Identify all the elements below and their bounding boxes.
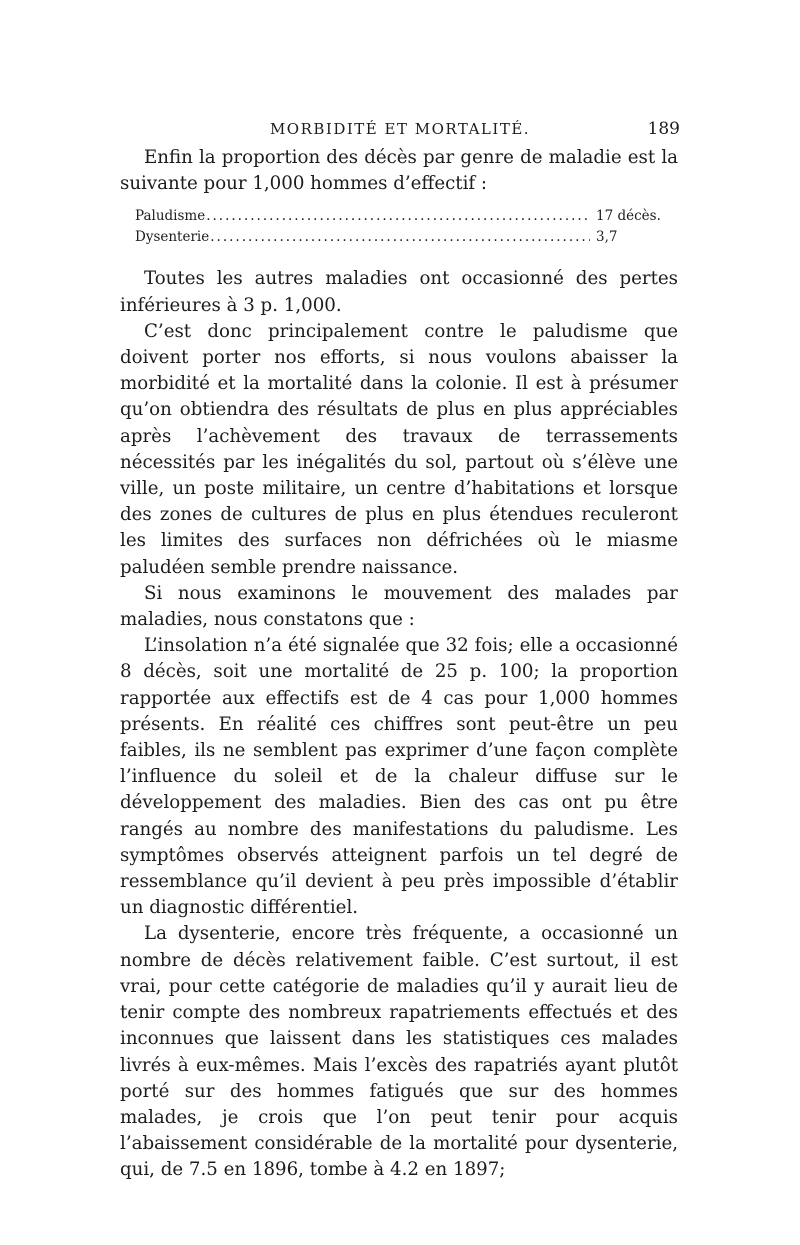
leader-dots [210,227,590,248]
stat-row-dysenterie [135,227,678,248]
stat-label: Paludisme [135,208,206,225]
body-text [120,145,678,1184]
page-header [120,117,680,141]
stat-value: 3,7 [596,229,618,246]
stat-row-paludisme [135,206,678,227]
paragraph: La dysenterie, encore très fréquente, a occasionné un nombre de décès relativement faible. C’est surtout, il est vrai, pour cette catégorie de maladies qu’il y aurait lieu de tenir compte des nombreux rapatriements effectués et des inconnues que laissent dans les statistiques ces malades livrés à eux-mêmes. Mais l’excès des rapatriés ayant plutôt porté sur des hommes fatigués que sur des hommes malades, je crois que l’on peut tenir pour acquis l’abaissement considérable de la mortalité pour dysenterie, qui, de 7.5 en 1896, tombe à 4.2 en 1897; [120,923,678,1181]
paragraph: C’est donc principalement contre le paludisme que doivent porter nos efforts, si nous voulons abaisser la morbidité et la mortalité dans la colonie. Il est à présumer qu’on obtiendra des résultats de plus en plus appréciables après l’achèvement des travaux de terrassements nécessités par les inégalités du sol, partout où s’élève une ville, un poste militaire, un centre d’habitations et lorsque des zones de cultures de plus en plus étendues reculeront les limites des surfaces non défrichées où le miasme paludéen semble prendre naissance. [120,320,678,578]
page-number: 189 [647,119,680,139]
leader-dots [206,206,590,227]
stat-value: 17 décès. [596,208,661,225]
intro-paragraph: Enfin la proportion des décès par genre de maladie est la suivante pour 1,000 hommes d’effectif : [120,147,678,195]
paragraph: L’insolation n’a été signalée que 32 fois; elle a occasionné 8 décès, soit une mortalité de 25 p. 100; la proportion rapportée aux effectifs est de 4 cas pour 1,000 hommes présents. En réalité ces chiffres sont peut-être un peu faibles, ils ne semblent pas exprimer d’une façon complète l’influence du soleil et de la chaleur diffuse sur le développement des maladies. Bien des cas ont pu être rangés au nombre des manifestations du paludisme. Les symptômes observés atteignent parfois un tel degré de ressemblance qu’il devient à peu près impossible d’établir un diagnostic différentiel. [120,635,678,919]
running-title: MORBIDITÉ ET MORTALITÉ. [269,120,531,138]
mortality-table [135,206,678,248]
paragraph: Si nous examinons le mouvement des malades par maladies, nous constatons que : [120,582,678,631]
paragraph: Toutes les autres maladies ont occasionné des pertes inférieures à 3 p. 1,000. [120,268,678,316]
stat-label: Dysenterie [135,229,210,246]
